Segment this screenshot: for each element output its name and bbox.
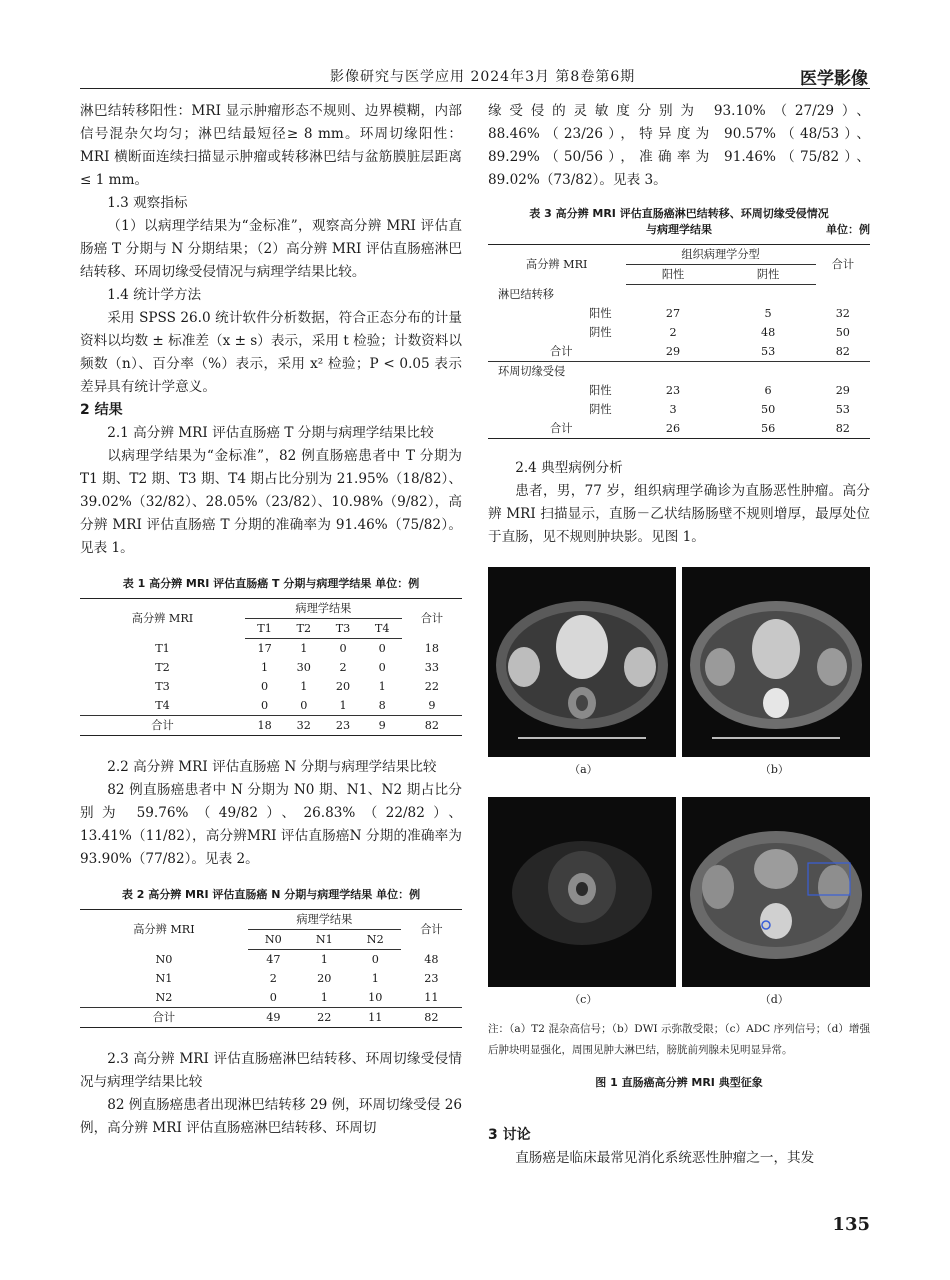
table-cell: 47 [266, 953, 281, 966]
paragraph: （1）以病理学结果为“金标准”，观察高分辨 MRI 评估直肠癌 T 分期与 N 分期结果；（2）高分辨 MRI 评估直肠癌淋巴结转移、环周切缘受侵情况与病理学结果比较。 [80, 218, 462, 280]
group-head: 组织病理学分型 [626, 245, 816, 265]
row-label: 阴性 [589, 325, 612, 339]
row-label: N0 [155, 952, 173, 966]
heading-1-3: 1.3 观察指标 [107, 195, 188, 211]
table-cell: 26 [665, 421, 681, 435]
table-cell: 3 [669, 402, 677, 416]
heading-3: 3 讨论 [488, 1126, 531, 1143]
table-cell: 82 [401, 1008, 462, 1028]
table-cell: 48 [760, 325, 776, 339]
table3-caption-line1: 表 3 高分辨 MRI 评估直肠癌淋巴结转移、环周切缘受侵情况 [529, 207, 829, 220]
figure-row-top [488, 567, 870, 757]
left-column [80, 100, 462, 1140]
group-head: 病理学结果 [248, 910, 401, 930]
table-cell: 1 [300, 680, 308, 693]
table-cell: 56 [760, 421, 776, 435]
col-head: 阳性 [626, 265, 721, 285]
label-b: （b） [759, 762, 789, 776]
table-row [488, 419, 870, 439]
page-header [80, 62, 870, 89]
table-cell: 0 [339, 642, 347, 655]
table-row [80, 950, 462, 970]
table-row [488, 400, 870, 419]
table-cell: 11 [424, 991, 439, 1004]
col-head: 阴性 [721, 265, 816, 285]
col-head: N0 [248, 930, 299, 950]
row-label: 阳性 [589, 383, 612, 397]
row-label: N2 [155, 991, 173, 1004]
section-name: 医学影像 [800, 69, 868, 89]
empty-cell [721, 285, 816, 304]
page-number: 135 [832, 1214, 870, 1235]
table3-caption-cont: 与病理学结果 [646, 223, 712, 236]
mri-image-d [682, 797, 870, 987]
table-cell: 53 [835, 402, 850, 416]
table-row [80, 969, 462, 988]
heading-2-3: 2.3 高分辨 MRI 评估直肠癌淋巴结转移、环周切缘受侵情况与病理学结果比较 [80, 1051, 462, 1090]
table1-caption: 表 1 高分辨 MRI 评估直肠癌 T 分期与病理学结果 单位：例 [122, 577, 420, 590]
figure-note: 注：（a）T2 混杂高信号；（b）DWI 示弥散受限；（c）ADC 序列信号；（d）增强后肿块明显强化，周围见肿大淋巴结，膀胱前列腺未见明显异常。 [488, 1022, 870, 1056]
table3-unit: 单位：例 [826, 223, 870, 236]
heading-2-2: 2.2 高分辨 MRI 评估直肠癌 N 分期与病理学结果比较 [107, 759, 437, 775]
table-cell: 0 [261, 699, 269, 712]
table3 [488, 244, 870, 439]
table-cell: 23 [424, 972, 439, 985]
heading-2-1: 2.1 高分辨 MRI 评估直肠癌 T 分期与病理学结果比较 [107, 425, 434, 441]
table-cell: 32 [835, 306, 850, 320]
row-label: T4 [155, 699, 170, 712]
table-cell: 17 [257, 642, 272, 655]
row-label: 合计 [550, 421, 573, 435]
table-cell: 1 [261, 661, 269, 674]
table-row [80, 639, 462, 659]
table-cell: 23 [323, 716, 362, 736]
table-cell: 50 [760, 402, 776, 416]
table-row [80, 716, 462, 736]
table3-caption [488, 206, 870, 238]
row-label: T2 [155, 661, 170, 674]
table-cell: 32 [284, 716, 323, 736]
label-c: （c） [569, 992, 598, 1006]
table-cell: 29 [665, 344, 681, 358]
table-row [488, 381, 870, 400]
label-a: （a） [569, 762, 598, 776]
table-cell: 1 [300, 642, 308, 655]
col-head: T3 [323, 619, 362, 639]
row-label: 阴性 [589, 402, 612, 416]
table-cell: 18 [424, 641, 440, 655]
col-head: T4 [363, 619, 402, 639]
row-label: T1 [155, 641, 170, 655]
table-cell: 0 [378, 661, 386, 674]
section-label: 环周切缘受侵 [488, 361, 626, 381]
table-cell: 1 [371, 972, 379, 985]
label-d: （d） [759, 992, 789, 1006]
row-head: 高分辨 MRI [526, 258, 588, 272]
table-cell: 0 [378, 642, 386, 655]
paragraph: 82 例直肠癌患者中 N 分期为 N0 期、N1、N2 期占比分别为 59.76%（49/82）、26.83%（22/82）、13.41%（11/82），高分辨MRI 评估直肠癌N 分期的准确率为93.90%（77/82）。见表 2。 [80, 782, 462, 867]
section-label: 淋巴结转移 [498, 287, 554, 301]
total-head: 合计 [420, 923, 443, 937]
table-cell: 23 [665, 383, 681, 397]
table-row [488, 323, 870, 342]
table-cell: 2 [269, 972, 277, 985]
paragraph: 患者，男，77 岁，组织病理学确诊为直肠恶性肿瘤。高分辨 MRI 扫描显示，直肠－乙状结肠肠壁不规则增厚，最厚处位于直肠，见不规则肿块影。见图 1。 [488, 482, 870, 545]
table1 [80, 598, 462, 736]
table-row [488, 342, 870, 362]
row-label: 合计 [80, 716, 245, 736]
table-cell: 48 [424, 952, 439, 966]
figure-labels-bottom [488, 987, 870, 1013]
journal-title: 影像研究与医学应用 2024年3月 第8卷第6期 [330, 69, 636, 85]
table-cell: 1 [320, 953, 328, 966]
table-cell: 50 [835, 325, 850, 339]
table-cell: 18 [245, 716, 284, 736]
table-cell: 49 [248, 1008, 299, 1028]
table-cell: 82 [835, 344, 850, 358]
table-cell: 5 [764, 306, 772, 320]
row-label: 阳性 [589, 306, 612, 320]
figure-row-bottom [488, 797, 870, 987]
table-cell: 1 [339, 699, 347, 712]
table-cell: 0 [261, 680, 269, 693]
table-cell: 2 [339, 661, 347, 674]
mri-image-b [682, 567, 870, 757]
table-cell: 9 [363, 716, 402, 736]
col-head: N1 [299, 930, 350, 950]
paragraph: 采用 SPSS 26.0 统计软件分析数据，符合正态分布的计量资料以均数 ± 标准差（x ± s）表示，采用 t 检验；计数资料以频数（n）、百分率（%）表示，采用 x² 检验；P < 0.05 表示差异具有统计学意义。 [80, 310, 462, 395]
empty-cell [816, 361, 870, 381]
table-cell: 22 [299, 1008, 350, 1028]
table-row [80, 677, 462, 696]
figure-caption: 图 1 直肠癌高分辨 MRI 典型征象 [595, 1075, 763, 1089]
table-cell: 0 [300, 699, 308, 712]
table-cell: 0 [371, 953, 379, 966]
row-label: 合计 [80, 1008, 248, 1028]
col-head: T1 [245, 619, 284, 639]
paragraph: 淋巴结转移阳性：MRI 显示肿瘤形态不规则、边界模糊，内部信号混杂欠均匀；淋巴结最短径≥ 8 mm。环周切缘阳性：MRI 横断面连续扫描显示肿瘤或转移淋巴结与盆筋膜脏层距离≤ 1 mm。 [80, 103, 462, 188]
table2-caption: 表 2 高分辨 MRI 评估直肠癌 N 分期与病理学结果 单位：例 [121, 888, 421, 901]
col-head: T2 [284, 619, 323, 639]
table-cell: 1 [378, 680, 386, 693]
row-label: T3 [155, 680, 170, 693]
table-cell: 6 [764, 383, 772, 397]
table-cell: 30 [296, 661, 311, 674]
empty-cell [816, 285, 870, 304]
table-cell: 27 [665, 306, 681, 320]
section-row [488, 285, 870, 304]
right-column [488, 100, 870, 1170]
mri-image-a [488, 567, 676, 757]
table-row [80, 696, 462, 716]
paragraph: 直肠癌是临床最常见消化系统恶性肿瘤之一，其发 [515, 1149, 815, 1166]
table-cell: 1 [320, 991, 328, 1004]
total-head: 合计 [831, 258, 855, 272]
table-cell: 20 [335, 680, 351, 693]
empty-cell [626, 285, 721, 304]
table-cell: 29 [835, 383, 850, 397]
empty-cell [721, 361, 816, 381]
row-label: N1 [155, 972, 173, 985]
table2 [80, 909, 462, 1028]
table-row [80, 988, 462, 1008]
table-row [80, 1008, 462, 1028]
row-label: 合计 [550, 344, 573, 358]
table-cell: 22 [424, 680, 440, 693]
table-cell: 82 [402, 716, 462, 736]
row-head: 高分辨 MRI [131, 612, 194, 626]
total-head: 合计 [420, 612, 444, 626]
table-cell: 2 [669, 325, 677, 339]
table-cell: 8 [378, 699, 386, 712]
table3-caption-line2 [488, 222, 870, 238]
row-head: 高分辨 MRI [133, 923, 195, 937]
paragraph: 以病理学结果为“金标准”，82 例直肠癌患者中 T 分期为 T1 期、T2 期、T3 期、T4 期占比分别为 21.95%（18/82）、39.02%（32/82）、28.05%（23/82）、10.98%（9/82），高分辨 MRI 评估直肠癌 T 分期的准确率为 91.46%（75/82）。见表 1。 [80, 448, 462, 556]
heading-1-4: 1.4 统计学方法 [107, 287, 202, 303]
col-head: N2 [350, 930, 401, 950]
heading-2: 2 结果 [80, 402, 123, 418]
table-row [488, 304, 870, 323]
section-row [488, 361, 870, 381]
table-cell: 53 [760, 344, 776, 358]
paragraph: 82 例直肠癌患者出现淋巴结转移 29 例，环周切缘受侵 26 例，高分辨 MRI 评估直肠癌淋巴结转移、环周切 [80, 1097, 462, 1136]
table-cell: 0 [269, 991, 277, 1004]
group-head: 病理学结果 [245, 599, 402, 619]
table-cell: 11 [350, 1008, 401, 1028]
paragraph: 缘受侵的灵敏度分别为 93.10%（27/29）、88.46%（23/26），特异度为 90.57%（48/53）、89.29%（50/56），准确率为 91.46%（75/82）、89.02%（73/82）。见表 3。 [488, 103, 870, 188]
table-cell: 9 [428, 699, 436, 712]
table-row [80, 658, 462, 677]
table-cell: 33 [424, 661, 440, 674]
figure-labels-top [488, 757, 870, 783]
table-cell: 10 [368, 991, 383, 1004]
table-cell: 20 [317, 972, 332, 985]
heading-2-4: 2.4 典型病例分析 [515, 459, 623, 476]
table-cell: 82 [835, 421, 850, 435]
empty-cell [626, 361, 721, 381]
mri-image-c [488, 797, 676, 987]
